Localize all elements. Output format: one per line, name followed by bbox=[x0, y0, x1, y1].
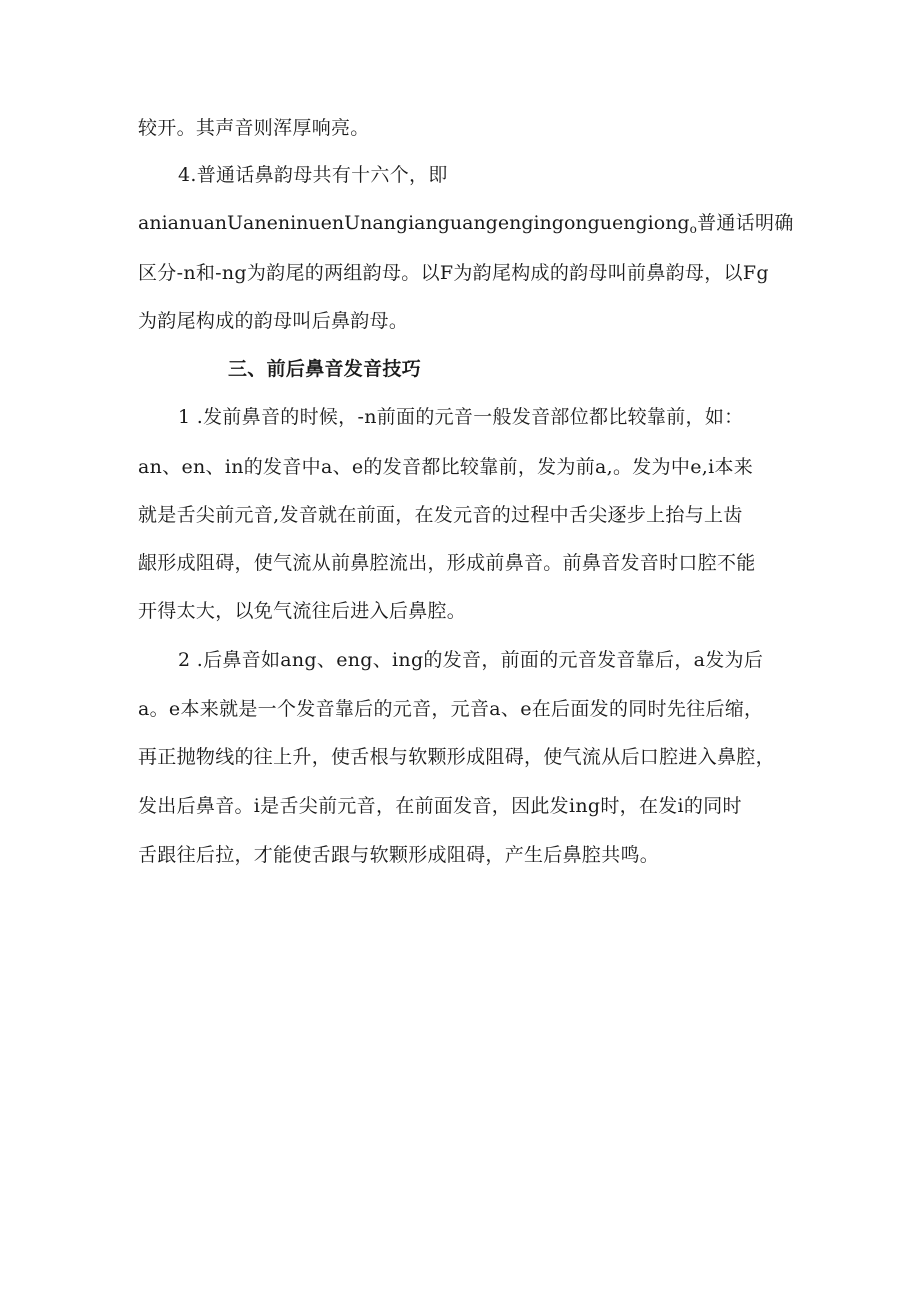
text-line-7: an、en、in的发音中a、e的发音都比较靠前，发为前a,。发为中e,i本来 bbox=[138, 456, 754, 478]
text-line-14: 发出后鼻音。i是舌尖前元音，在前面发音，因此发ing时，在发i的同时 bbox=[138, 795, 742, 817]
text-line-6: 1 .发前鼻音的时候，-n前面的元音一般发音部位都比较靠前，如： bbox=[178, 406, 744, 428]
text-line-15: 舌跟往后拉，才能使舌跟与软颗形成阻碍，产生后鼻腔共鸣。 bbox=[138, 844, 660, 866]
text-line-4: 区分-n和-ng为韵尾的两组韵母。以F为韵尾构成的韵母叫前鼻韵母，以Fg bbox=[138, 262, 769, 284]
section-heading: 三、前后鼻音发音技巧 bbox=[228, 358, 422, 380]
text-line-8: 就是舌尖前元音,发音就在前面，在发元音的过程中舌尖逐步上抬与上齿 bbox=[138, 504, 743, 526]
text-line-12: a。e本来就是一个发音靠后的元音，元音a、e在后面发的同时先往后缩， bbox=[138, 698, 764, 720]
subscript-mark: o bbox=[689, 222, 698, 236]
text-line-1: 较开。其声音则浑厚响亮。 bbox=[138, 117, 370, 139]
text-line-3-tail: 普通话明确 bbox=[697, 212, 794, 234]
text-line-9: 龈形成阻碍，使气流从前鼻腔流出，形成前鼻音。前鼻音发音时口腔不能 bbox=[138, 552, 756, 574]
text-line-3 bbox=[138, 211, 794, 241]
text-line-10: 开得太大，以免气流往后进入后鼻腔。 bbox=[138, 600, 467, 622]
text-line-13: 再正抛物线的往上升，使舌根与软颗形成阻碍，使气流从后口腔进入鼻腔， bbox=[138, 746, 775, 768]
text-line-11: 2 .后鼻音如ang、eng、ing的发音，前面的元音发音靠后，a发为后 bbox=[178, 649, 764, 671]
text-line-5: 为韵尾构成的韵母叫后鼻韵母。 bbox=[138, 310, 409, 332]
pinyin-list: anianuanUaneninuenUnangianguangengingonguengiong bbox=[138, 212, 690, 234]
text-line-2: 4.普通话鼻韵母共有十六个，即 bbox=[178, 164, 448, 186]
